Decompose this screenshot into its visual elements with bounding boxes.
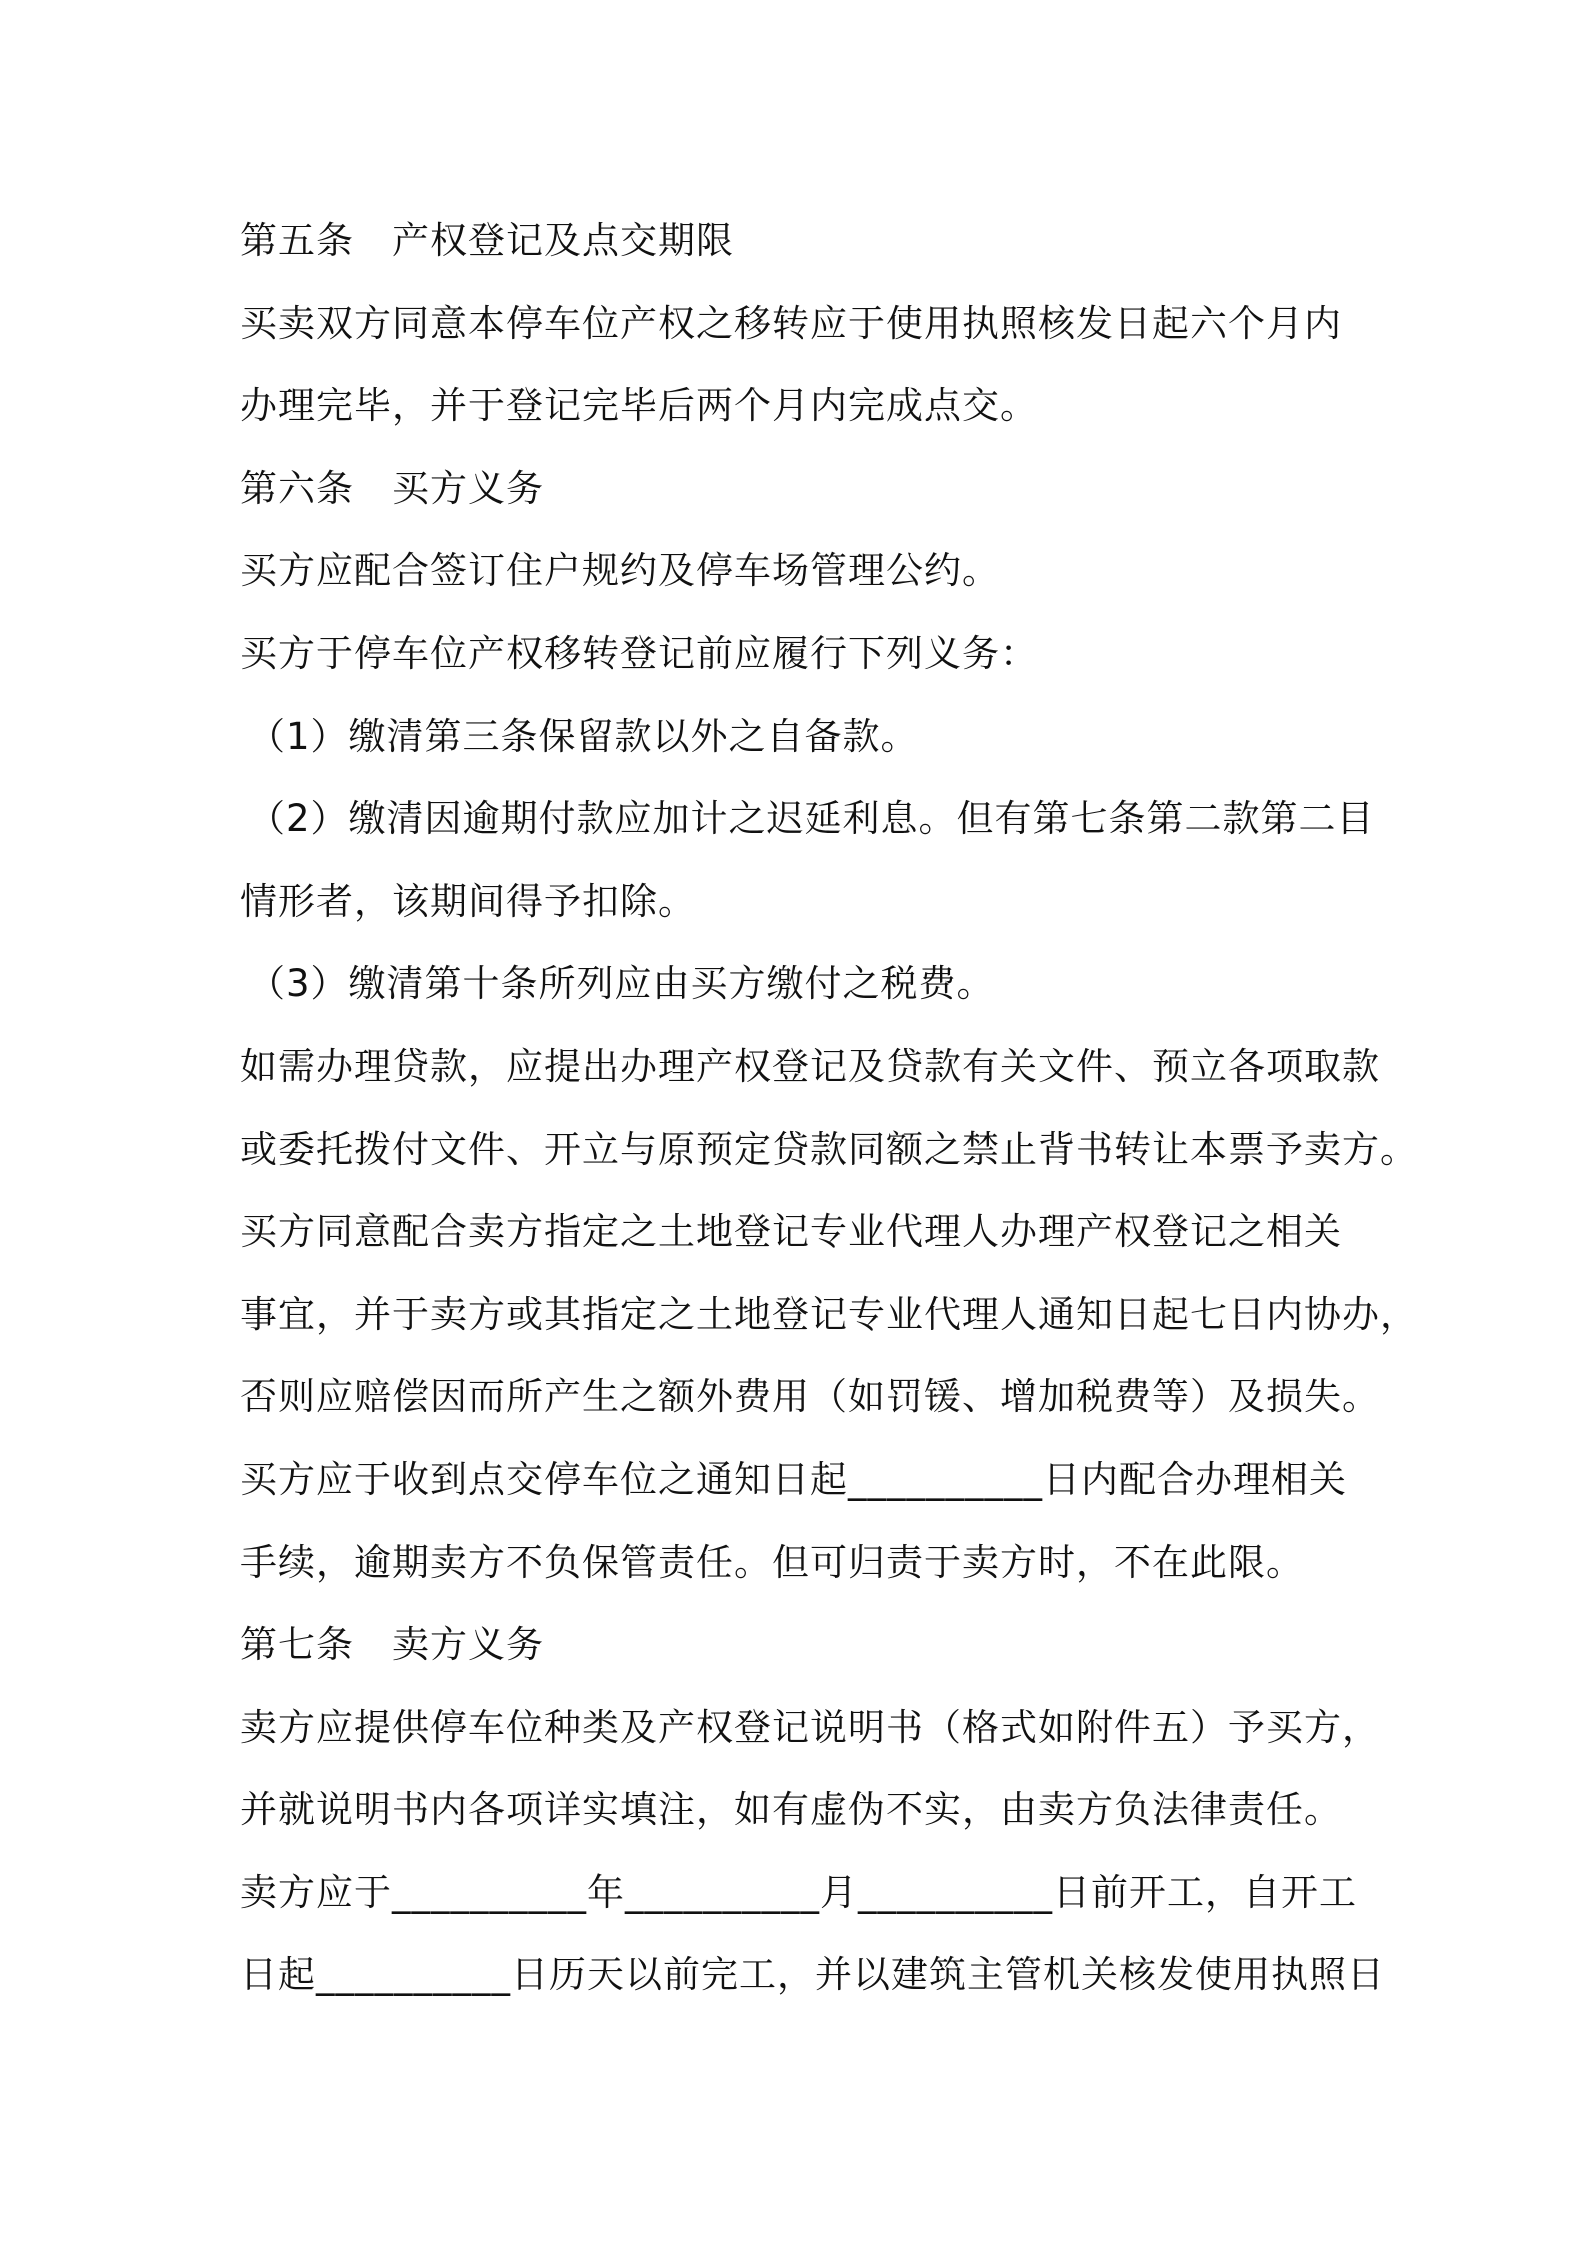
paragraph-line: 情形者，该期间得予扣除。: [240, 879, 696, 923]
paragraph-line: 买方应配合签订住户规约及停车场管理公约。: [240, 549, 1000, 593]
paragraph-line: 买方于停车位产权移转登记前应履行下列义务：: [240, 631, 1038, 675]
paragraph-line: 日起__________日历天以前完工，并以建筑主管机关核发使用执照日: [240, 1953, 1385, 1997]
paragraph-line: 并就说明书内各项详实填注，如有虚伪不实，由卖方负法律责任。: [240, 1788, 1342, 1832]
paragraph-line: 办理完毕，并于登记完毕后两个月内完成点交。: [240, 384, 1038, 428]
document-body: [240, 200, 1418, 2017]
paragraph-line: 如需办理贷款，应提出办理产权登记及贷款有关文件、预立各项取款: [240, 1044, 1380, 1088]
article-6-heading: 第六条 买方义务: [240, 466, 544, 510]
list-item-2: （2）缴清因逾期付款应加计之迟延利息。但有第七条第二款第二目: [248, 797, 1375, 841]
paragraph-line: 事宜，并于卖方或其指定之土地登记专业代理人通知日起七日内协办，: [240, 1292, 1418, 1336]
paragraph-line: 否则应赔偿因而所产生之额外费用（如罚锾、增加税费等）及损失。: [240, 1375, 1380, 1419]
paragraph-line: 卖方应于__________年__________月__________日前开工，自开工: [240, 1870, 1357, 1914]
article-7-heading: 第七条 卖方义务: [240, 1623, 544, 1667]
list-item-3: （3）缴清第十条所列应由买方缴付之税费。: [248, 962, 995, 1006]
paragraph-line: 手续，逾期卖方不负保管责任。但可归责于卖方时，不在此限。: [240, 1540, 1304, 1584]
paragraph-line: 卖方应提供停车位种类及产权登记说明书（格式如附件五）予买方，: [240, 1705, 1380, 1749]
paragraph-line: 或委托拨付文件、开立与原预定贷款同额之禁止背书转让本票予卖方。: [240, 1127, 1418, 1171]
paragraph-line: 买方同意配合卖方指定之土地登记专业代理人办理产权登记之相关: [240, 1210, 1342, 1254]
list-item-1: （1）缴清第三条保留款以外之自备款。: [248, 714, 919, 758]
article-5-heading: 第五条 产权登记及点交期限: [240, 219, 734, 262]
paragraph-line: 买卖双方同意本停车位产权之移转应于使用执照核发日起六个月内: [240, 301, 1342, 345]
paragraph-line: 买方应于收到点交停车位之通知日起__________日内配合办理相关: [240, 1457, 1347, 1501]
